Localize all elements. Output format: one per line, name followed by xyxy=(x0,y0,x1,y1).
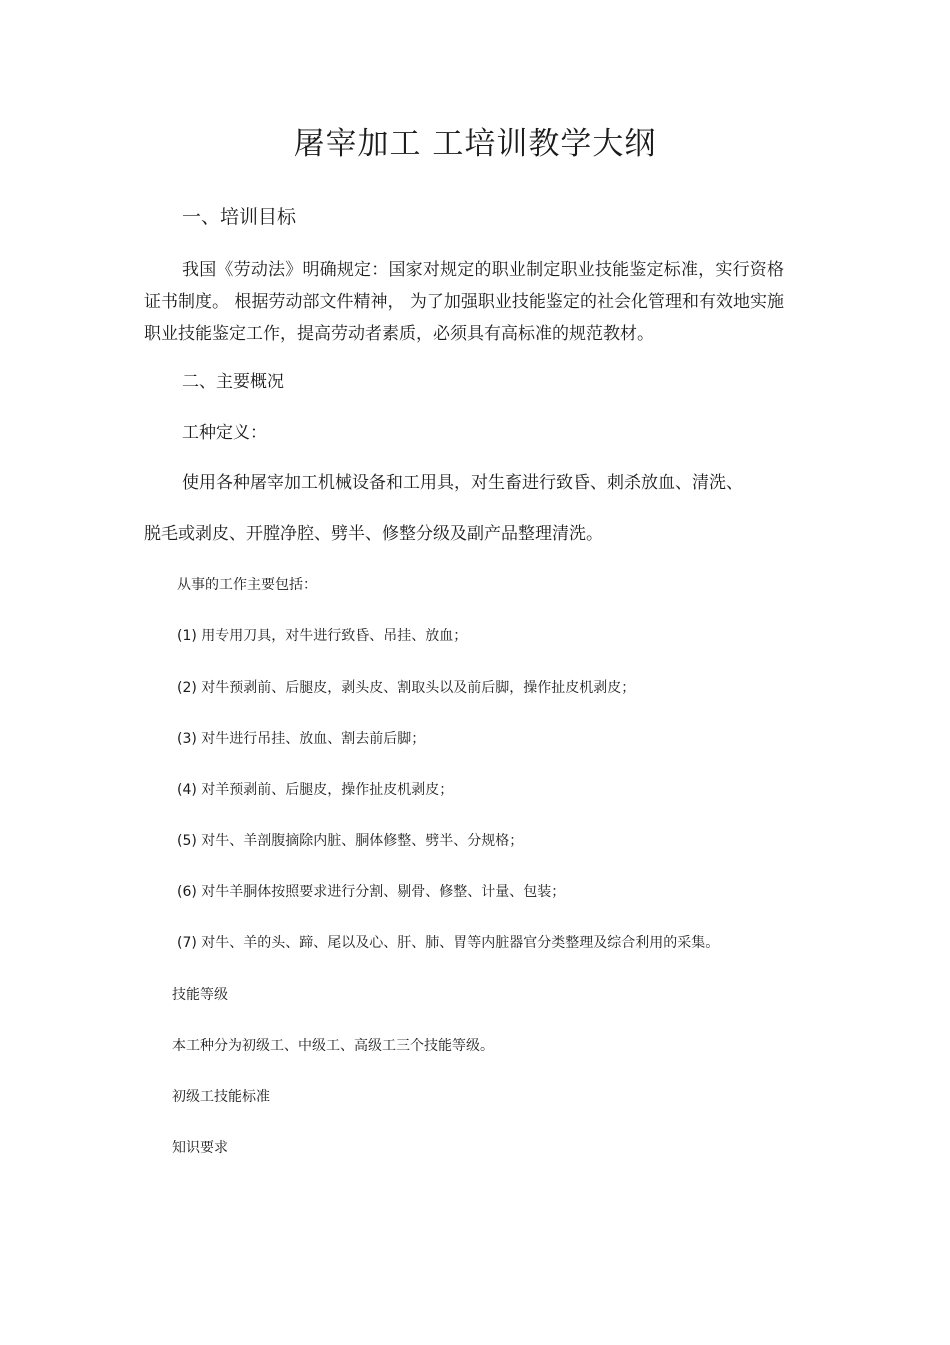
definition-line-1: 使用各种屠宰加工机械设备和工用具，对生畜进行致昏、刺杀放血、清洗、 xyxy=(182,473,743,493)
document-title: 屠宰加工 工培训教学大纲 xyxy=(293,126,657,162)
work-intro: 从事的工作主要包括： xyxy=(177,577,317,593)
work-item: (3) 对牛进行吊挂、放血、割去前后脚； xyxy=(177,731,426,747)
work-item: (6) 对牛羊胴体按照要求进行分割、剔骨、修整、计量、包装； xyxy=(177,884,566,900)
section-heading-overview: 二、主要概况 xyxy=(182,372,284,392)
section-heading-training-goal: 一、培训目标 xyxy=(182,206,297,228)
definition-line-2: 脱毛或剥皮、开膛净腔、劈半、修整分级及副产品整理清洗。 xyxy=(144,524,603,544)
definition-label: 工种定义： xyxy=(182,423,267,443)
training-goal-paragraph: 我国《劳动法》明确规定：国家对规定的职业制定职业技能鉴定标准，实行资格证书制度。 根据劳动部文件精神， 为了加强职业技能鉴定的社会化管理和有效地实施职业技能鉴定工作，提高劳动者素质，必须具有高标准的规范教材。 xyxy=(144,260,784,344)
work-item: (7) 对牛、羊的头、蹄、尾以及心、肝、肺、胃等内脏器官分类整理及综合利用的采集。 xyxy=(177,935,720,951)
knowledge-requirements-heading: 知识要求 xyxy=(172,1140,228,1156)
work-item: (1) 用专用刀具，对牛进行致昏、吊挂、放血； xyxy=(177,628,468,644)
work-item: (4) 对羊预剥前、后腿皮，操作扯皮机剥皮； xyxy=(177,782,454,798)
skill-level-text: 本工种分为初级工、中级工、高级工三个技能等级。 xyxy=(172,1038,494,1054)
junior-standard-heading: 初级工技能标准 xyxy=(172,1089,270,1105)
skill-level-label: 技能等级 xyxy=(172,987,228,1003)
work-item: (5) 对牛、羊剖腹摘除内脏、胴体修整、劈半、分规格； xyxy=(177,833,524,849)
work-item: (2) 对牛预剥前、后腿皮，剥头皮、割取头以及前后脚，操作扯皮机剥皮； xyxy=(177,680,636,696)
